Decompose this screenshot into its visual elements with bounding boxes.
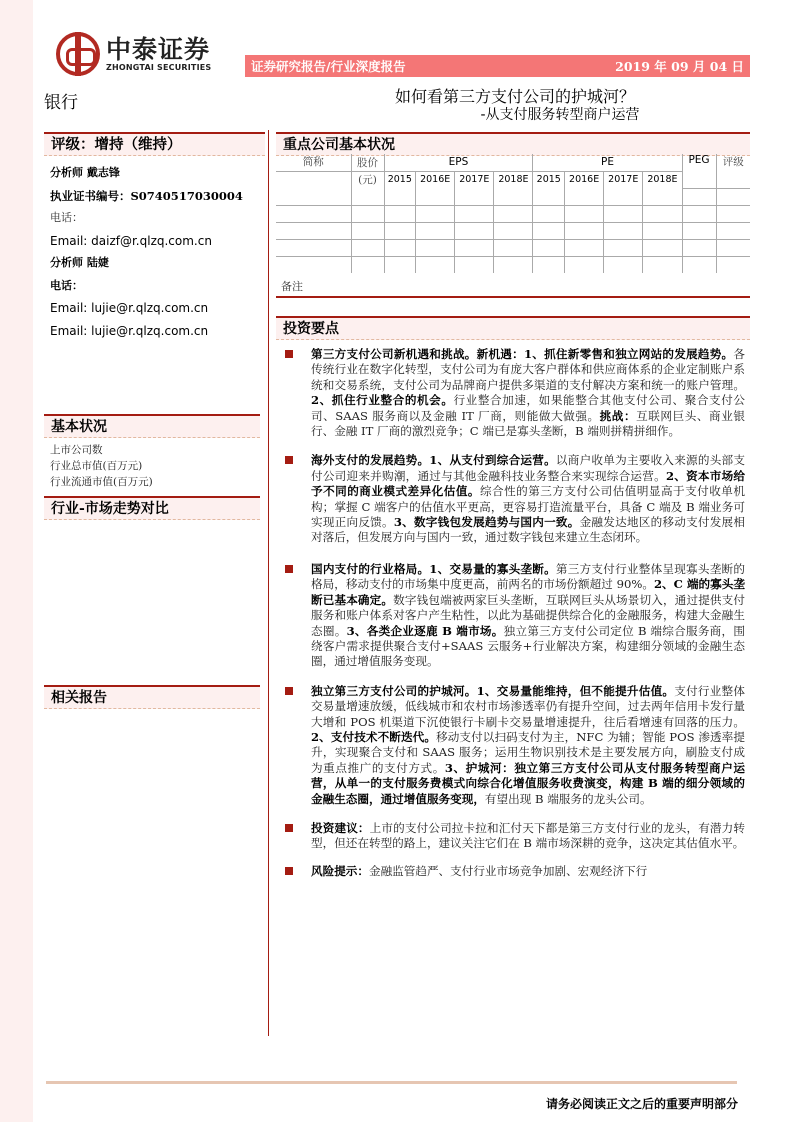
year: 2016E [565,171,604,188]
highlight-text: 以商户收单为主要收入来源的头部支付公司迎来并购潮，通过与其他金融科技业务整合来实现综合运营。 [311,453,745,483]
table-cell [604,239,643,256]
highlight-text: 金融监管趋严、支付行业市场竞争加剧、宏观经济下行 [368,863,648,878]
highlight-text: 互联网巨头、商业银行、金融 IT 厂商的激烈竞争；C 端已是寡头垄断，B 端则拼精拼细作。 [311,408,745,439]
table-cell [276,256,351,273]
highlight-bold-text: 海外支付的发展趋势。1、从支付到综合运营。 [311,453,556,468]
analyst-info [50,162,265,342]
highlight-bold-text: 3、数字钱包发展趋势与国内一致。 [393,515,580,530]
basic-item: 上市公司数 [50,444,103,456]
market-trend-heading: 行业-市场走势对比 [44,496,260,520]
highlight-bold-text: 3、各类企业逐鹿 B 端市场。 [346,623,504,638]
year: 2015 [533,171,565,188]
table-cell [682,188,716,205]
year: 2017E [455,171,494,188]
table-cell [351,188,384,205]
table-cell [533,205,565,222]
cert-number: 执业证书编号：S0740517030004 [50,188,243,203]
rating-heading: 评级：增持（维持） [44,132,265,156]
table-cell [716,205,750,222]
table-cell [533,239,565,256]
square-bullet-icon [285,565,293,573]
highlight-text: 支付行业整体交易量增速放缓，低线城市和农村市场渗透率仍有提升空间，过去两年信用卡发行量大增和 POS 机渠道下沉使银行卡刷卡交易量增速提升，往后看增速有回落的压力。 [311,683,745,729]
email-1[interactable]: Email: daizf@r.qlzq.com.cn [50,233,212,248]
table-cell [351,205,384,222]
phone-1: 电话： [50,211,83,224]
table-cell [351,239,384,256]
key-companies-heading: 重点公司基本状况 [276,132,750,156]
table-cell [565,239,604,256]
basic-item: 行业流通市值(百万元) [50,476,153,488]
table-cell [682,239,716,256]
table-cell [682,205,716,222]
sector-label: 银行 [44,93,78,113]
highlight-text: 移动支付以扫码支付为主，NFC 为辅；智能 POS 渗透率提升，实现聚合支付和 SAAS 服务；运用生物识别技术是主要发展方向，刷脸支付成为重点推广的支付方式。 [311,729,745,775]
report-type: 证券研究报告/行业深度报告 [251,59,406,74]
highlight-text: 独立第三方支付公司定位 B 端综合服务商，围绕客户需求提供聚合支付+SAAS 云服务+行业解决方案，构建细分领域的金融生态圈，通过增值服务变现。 [311,623,745,669]
table-row [276,205,750,222]
highlight-item [283,453,745,545]
highlights-list [283,347,745,879]
table-cell [565,222,604,239]
table-cell [643,239,682,256]
table-cell [643,222,682,239]
highlight-item [283,684,745,807]
highlight-text: 行业整合加速，如果能整合其他支付公司、聚合支付公司、SAAS 服务商以及金融 IT 厂商，则能做大做强。 [311,393,745,423]
highlights-heading: 投资要点 [276,316,750,340]
table-note: 备注 [281,280,303,293]
email-3[interactable]: Email: lujie@r.qlzq.com.cn [50,323,209,338]
highlight-item [283,864,745,879]
table-row [276,188,750,205]
section-rule [276,296,750,298]
footer-notice: 请务必阅读正文之后的重要声明部分 [545,1097,738,1111]
table-cell [604,188,643,205]
table-cell [416,239,455,256]
table-cell [643,256,682,273]
footer-rule [46,1081,737,1084]
basic-status-list [50,442,153,490]
table-cell [351,256,384,273]
table-cell [565,256,604,273]
table-cell [416,188,455,205]
table-cell [604,222,643,239]
highlight-bold-text: 风险提示： [311,863,369,878]
col-rating: 评级 [716,154,750,188]
year: 2018E [643,171,682,188]
table-cell [384,222,416,239]
report-date: 2019 年 09 月 04 日 [615,59,744,74]
table-cell [494,222,533,239]
table-cell [716,188,750,205]
table-cell [416,222,455,239]
table-cell [455,222,494,239]
highlight-text: 数字钱包端被两家巨头垄断，互联网巨头从场景切入，通过提供支付服务和账户体系对客户产生粘性，以此为基础提供综合化的金融服务，构建大金融生态圈。 [311,592,745,638]
table-cell [716,222,750,239]
column-divider [268,130,269,1036]
col-peg: PEG [682,154,716,188]
highlight-text: 有望出现 B 端服务的龙头公司。 [484,791,652,806]
square-bullet-icon [285,867,293,875]
logo-en: ZHONGTAI SECURITIES [106,62,212,72]
table-cell [716,256,750,273]
highlight-bold-text: 国内支付的行业格局。1、交易量的寡头垄断。 [311,561,556,576]
table-cell [494,256,533,273]
table-cell [351,222,384,239]
highlight-text: 金融发达地区的移动支付发展相对落后，但发展方向与国内一致，通过数字钱包来建立生态闭环。 [311,515,745,545]
table-cell [455,256,494,273]
highlight-bold-text: 2、支付技术不断迭代。 [311,729,437,744]
year: 2018E [494,171,533,188]
basic-item: 行业总市值(百万元) [50,460,143,472]
table-cell [494,205,533,222]
highlight-bold-text: 2、抓住行业整合的机会。 [311,393,454,408]
year: 2015 [384,171,416,188]
table-cell [416,205,455,222]
email-2[interactable]: Email: lujie@r.qlzq.com.cn [50,301,209,315]
table-cell [643,188,682,205]
highlight-text: 第三方支付行业整体呈现寡头垄断的格局，移动支付的市场集中度更高，前两名的市场份额超过 90%。 [311,561,745,592]
table-cell [455,188,494,205]
table-cell [682,256,716,273]
table-cell [455,239,494,256]
table-cell [604,205,643,222]
table-row [276,256,750,273]
col-price-unit: (元) [351,171,384,188]
highlight-text: 各传统行业在数字化转型，支付公司为有庞大客户群体和供应商体系的企业定制账户系统和交易系统，支付公司为品牌商户提供多渠道的支付解决方案和统一的账户管理。 [311,347,745,392]
highlight-text: 综合性的第三方支付公司估值明显高于支付收单机构；掌握 C 端客户的估值水平更高，更容易打造流量平台，具备 C 端及 B 端业务可实现正向反馈。 [311,484,745,530]
table-cell [565,188,604,205]
analyst-2: 分析师 陆婕 [50,256,109,269]
highlight-item [283,821,745,852]
phone-2: 电话： [50,278,83,292]
table-cell [416,256,455,273]
logo-cn: 中泰证券 [106,34,211,64]
table-cell [276,188,351,205]
highlight-bold-text: 2、C 端的寡头垄断已基本确定。 [311,577,745,607]
left-margin-strip [0,0,33,1122]
table-cell [384,239,416,256]
table-cell [533,222,565,239]
col-price: 股价 [351,154,384,171]
related-reports-heading: 相关报告 [44,685,260,709]
table-cell [384,205,416,222]
year: 2016E [416,171,455,188]
highlight-bold-text: 投资建议： [311,820,370,835]
table-cell [716,239,750,256]
highlight-bold-text: 3、护城河：独立第三方支付公司从支付服务转型商户运营，从单一的支付服务费模式向综合化增值服务收费演变，构建 B 端的细分领域的金融生态圈，通过增值服务变现， [311,760,745,806]
table-cell [494,188,533,205]
col-pe: PE [533,154,682,171]
report-title: 如何看第三方支付公司的护城河？ [394,87,635,106]
report-subtitle: -从支付服务转型商户运营 [480,107,640,123]
year: 2017E [604,171,643,188]
analyst-1: 分析师 戴志锋 [50,166,120,179]
square-bullet-icon [285,350,293,358]
col-name: 简称 [276,154,351,171]
square-bullet-icon [285,824,293,832]
table-cell [565,205,604,222]
highlight-bold-text: 挑战： [599,408,637,423]
highlight-text: 上市的支付公司拉卡拉和汇付天下都是第三方支付行业的龙头，有潜力转型，但还在转型的路上，建议关注它们在 B 端市场深耕的竞争，这决定其估值水平。 [311,820,745,851]
highlight-item [283,347,745,439]
table-cell [494,239,533,256]
table-row [276,239,750,256]
table-cell [455,205,494,222]
table-cell [276,239,351,256]
table-cell [384,256,416,273]
logo-mark-icon [56,32,100,76]
table-cell [533,256,565,273]
table-cell [384,188,416,205]
highlight-item [283,562,745,670]
square-bullet-icon [285,687,293,695]
highlight-bold-text: 第三方支付公司新机遇和挑战。新机遇：1、抓住新零售和独立网站的发展趋势。 [311,347,734,361]
highlight-bold-text: 2、资本市场给予不同的商业模式差异化估值。 [311,468,745,499]
table-cell [604,256,643,273]
table-cell [276,222,351,239]
table-cell [533,188,565,205]
square-bullet-icon [285,456,293,464]
highlight-bold-text: 独立第三方支付公司的护城河。1、交易量能维持，但不能提升估值。 [311,683,675,698]
table-cell [643,205,682,222]
table-row [276,222,750,239]
report-type-bar [245,55,750,77]
basic-status-heading: 基本状况 [44,414,260,438]
key-companies-table [276,154,750,273]
table-cell [682,222,716,239]
table-cell [276,205,351,222]
company-logo [56,32,211,76]
col-eps: EPS [384,154,533,171]
